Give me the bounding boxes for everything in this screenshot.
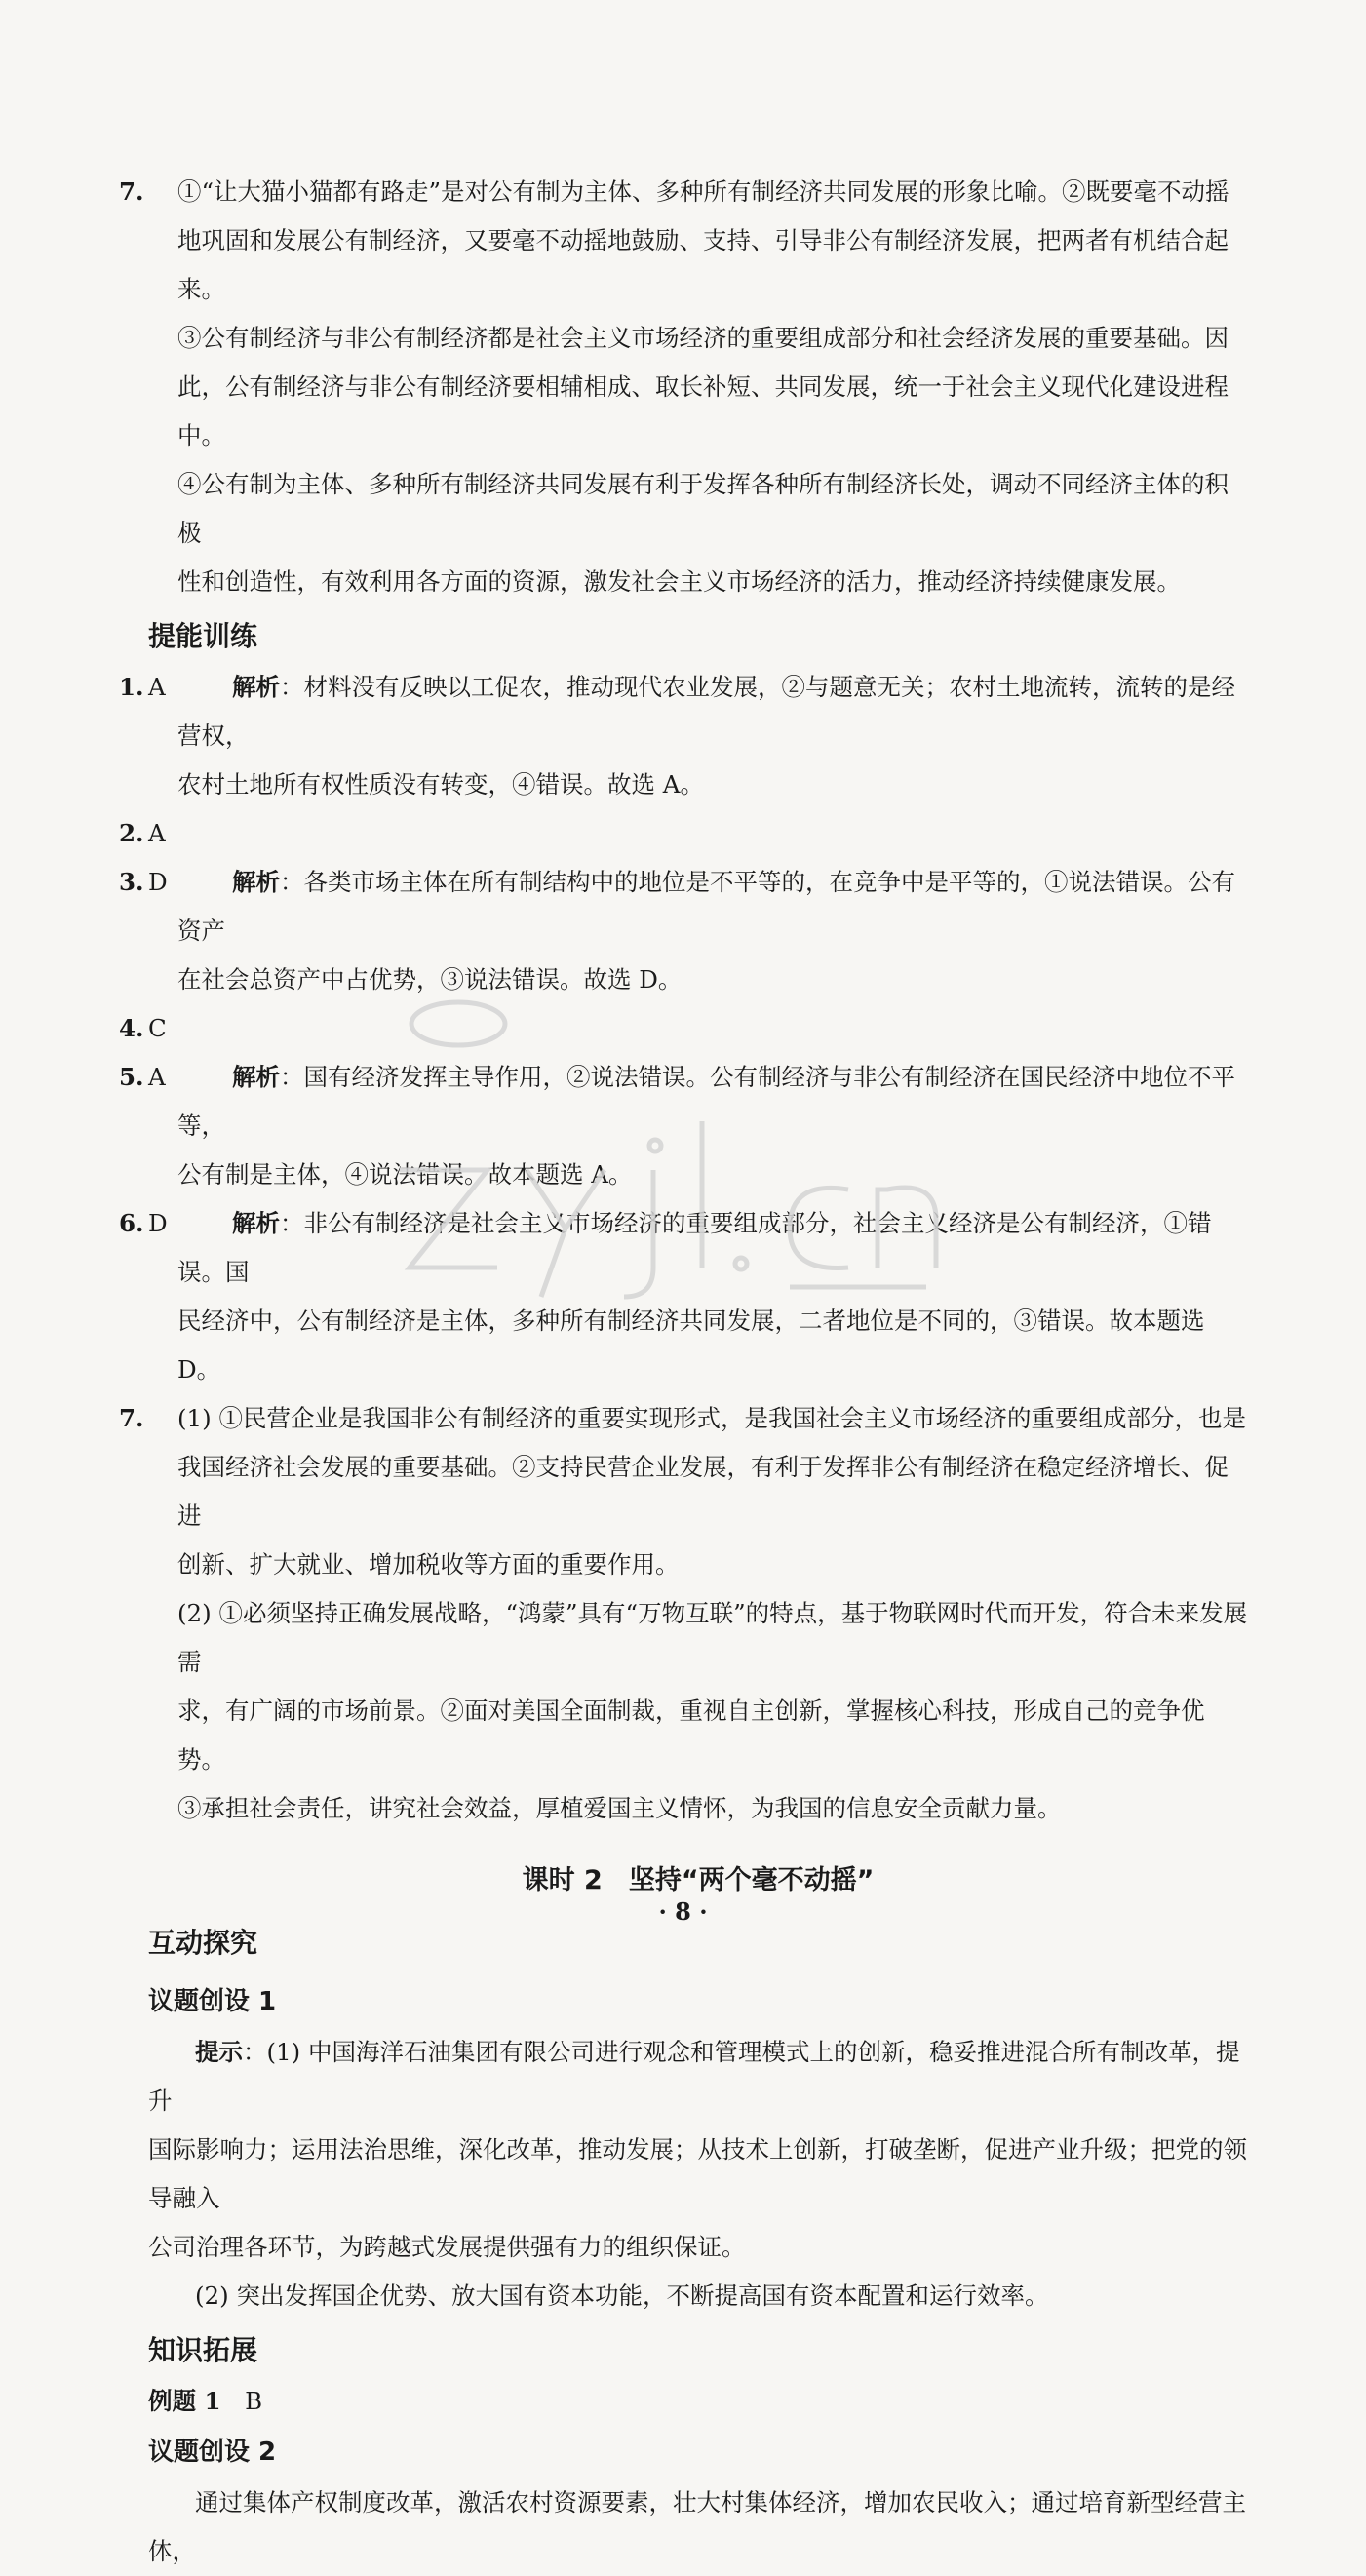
text-line: 求，有广阔的市场前景。②面对美国全面制裁，重视自主创新，掌握核心科技，形成自己的竞争优势。 xyxy=(177,1697,1205,1774)
text-line: 创新、扩大就业、增加税收等方面的重要作用。 xyxy=(177,1550,680,1579)
text-line: ③公有制经济与非公有制经济都是社会主义市场经济的重要组成部分和社会经济发展的重要基础。因 xyxy=(177,324,1229,352)
subheading-yiti-1: 议题创设 1 xyxy=(148,1987,277,2016)
jiexi-label: 解析 xyxy=(232,1063,280,1091)
jiexi-label: 解析 xyxy=(232,1209,280,1237)
yiti-2-text: 通过集体产权制度改革，激活农村资源要素，壮大村集体经济，增加农民收入；通过培育新型经营主体， xyxy=(148,2488,1246,2565)
text-line: 此，公有制经济与非公有制经济要相辅相成、取长补短、共同发展，统一于社会主义现代化建设进程中。 xyxy=(177,372,1229,449)
jiexi-label: 解析 xyxy=(232,868,280,896)
text-line: ：各类市场主体在所有制结构中的地位是不平等的，在竞争中是平等的，①说法错误。公有资产 xyxy=(177,868,1235,945)
question-7-top xyxy=(119,168,1248,606)
answer-letter: D xyxy=(148,868,168,896)
answer-letter: A xyxy=(148,673,166,701)
text-line: (1) ①民营企业是我国非公有制经济的重要实现形式，是我国社会主义市场经济的重要组成部分，也是 xyxy=(177,1404,1246,1432)
question-number: 3. xyxy=(119,868,144,896)
text-line: ：非公有制经济是社会主义市场经济的重要组成部分，社会主义经济是公有制经济，①错误。国 xyxy=(177,1209,1212,1286)
example-label: 例题 1 xyxy=(148,2387,221,2415)
text-line: ：(1) 中国海洋石油集团有限公司进行观念和管理模式上的创新，稳妥推进混合所有制改革，提升 xyxy=(148,2038,1240,2115)
answer-letter: A xyxy=(148,1063,166,1091)
text-line: 农村土地所有权性质没有转变，④错误。故选 A。 xyxy=(177,770,704,799)
text-line: (2) 突出发挥国企优势、放大国有资本功能，不断提高国有资本配置和运行效率。 xyxy=(195,2282,1049,2310)
text-line: ④公有制为主体、多种所有制经济共同发展有利于发挥各种所有制经济长处，调动不同经济主体的积极 xyxy=(177,470,1229,547)
example-1 xyxy=(148,2377,1248,2426)
question-number: 4. xyxy=(119,1014,144,1042)
question-number: 5. xyxy=(119,1063,144,1091)
answer-item-7 xyxy=(119,1394,1248,1833)
section-heading-zhishi: 知识拓展 xyxy=(148,2334,258,2366)
section-heading-tineng: 提能训练 xyxy=(148,620,258,652)
text-line: 国际影响力；运用法治思维，深化改革，推动发展；从技术上创新，打破垄断，促进产业升级；把党的领导融入 xyxy=(148,2135,1247,2212)
jiexi-label: 解析 xyxy=(232,673,280,701)
section-heading-hudong: 互动探究 xyxy=(148,1927,258,1959)
answer-letter: C xyxy=(148,1014,167,1042)
text-line: ③承担社会责任，讲究社会效益，厚植爱国主义情怀，为我国的信息安全贡献力量。 xyxy=(177,1794,1062,1822)
answer-item-2 xyxy=(119,809,1248,858)
answer-item-1 xyxy=(119,663,1248,809)
text-line: ：国有经济发挥主导作用，②说法错误。公有制经济与非公有制经济在国民经济中地位不平等， xyxy=(177,1063,1235,1140)
answer-item-4 xyxy=(119,1004,1248,1053)
page-number: · 8 · xyxy=(658,1897,708,1926)
question-number: 7. xyxy=(119,177,144,206)
answer-item-6 xyxy=(119,1199,1248,1394)
yiti-1-content xyxy=(148,2028,1248,2321)
example-answer: B xyxy=(245,2387,263,2415)
question-number: 2. xyxy=(119,819,144,847)
text-line: 民经济中，公有制经济是主体，多种所有制经济共同发展，二者地位是不同的，③错误。故本题选 D。 xyxy=(177,1307,1205,1384)
content-area xyxy=(119,168,1248,2576)
question-number: 6. xyxy=(119,1209,144,1237)
answer-item-3 xyxy=(119,858,1248,1004)
text-line: ：材料没有反映以工促农，推动现代农业发展，②与题意无关；农村土地流转，流转的是经营权， xyxy=(177,673,1235,750)
answer-letter: A xyxy=(148,819,166,847)
answer-item-5 xyxy=(119,1053,1248,1199)
question-number: 1. xyxy=(119,673,144,701)
text-line: 地巩固和发展公有制经济，又要毫不动摇地鼓励、支持、引导非公有制经济发展，把两者有机结合起来。 xyxy=(177,226,1229,303)
text-line: (2) ①必须坚持正确发展战略，“鸿蒙”具有“万物互联”的特点，基于物联网时代而开发，符合未来发展需 xyxy=(177,1599,1248,1676)
tishi-label: 提示 xyxy=(195,2038,243,2066)
text-line: 我国经济社会发展的重要基础。②支持民营企业发展，有利于发挥非公有制经济在稳定经济增长、促进 xyxy=(177,1453,1229,1530)
text-line: 在社会总资产中占优势，③说法错误。故选 D。 xyxy=(177,965,683,994)
subheading-yiti-2: 议题创设 2 xyxy=(148,2438,277,2467)
answer-letter: D xyxy=(148,1209,168,1237)
text-line: 性和创造性，有效利用各方面的资源，激发社会主义市场经济的活力，推动经济持续健康发展。 xyxy=(177,567,1181,596)
lesson-title: 课时 2 坚持“两个毫不动摇” xyxy=(522,1865,875,1895)
text-line: 公司治理各环节，为跨越式发展提供强有力的组织保证。 xyxy=(148,2233,746,2261)
text-line: ①“让大猫小猫都有路走”是对公有制为主体、多种所有制经济共同发展的形象比喻。②既要毫不动摇 xyxy=(177,177,1229,206)
text-line: 公有制是主体，④说法错误。故本题选 A。 xyxy=(177,1160,633,1189)
question-number: 7. xyxy=(119,1404,144,1432)
